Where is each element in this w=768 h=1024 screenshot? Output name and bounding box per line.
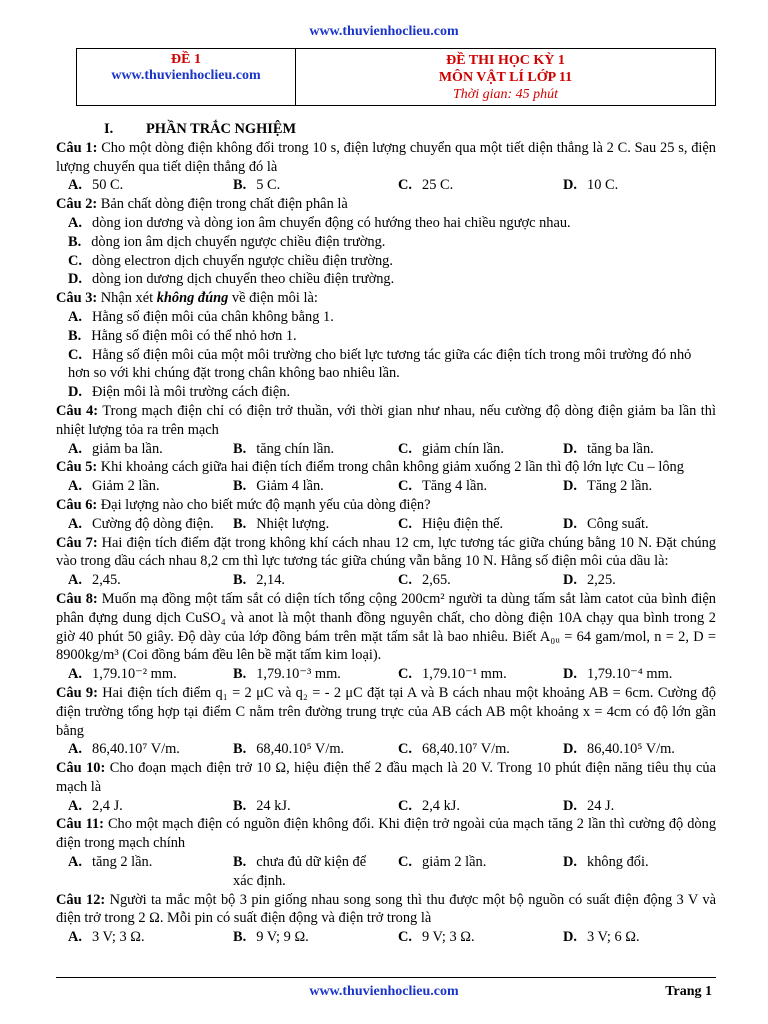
answer-option[interactable]: D. Tăng 2 lần. [563, 478, 653, 495]
option-letter: A. [68, 741, 82, 758]
answer-options [56, 176, 716, 195]
answer-option[interactable]: C. Hiệu điện thế. [398, 515, 504, 532]
question-stem: Câu 4: Trong mạch điện chỉ có điện trở thuần, với thời gian như nhau, nếu cường độ dòng điện giảm ba lần thì nhiệt lượng tỏa ra trên mạch [56, 402, 716, 438]
question-label: Câu 2: [56, 196, 98, 213]
option-letter: C. [398, 797, 412, 814]
answer-option[interactable]: C. 2,4 kJ. [398, 797, 460, 814]
question-label: Câu 8: [56, 590, 98, 607]
option-letter: D. [68, 384, 82, 401]
option-letter: B. [233, 515, 247, 532]
option-letter: D. [68, 271, 82, 288]
answer-option[interactable]: D. 24 J. [563, 797, 615, 814]
top-site-link[interactable]: www.thuvienhoclieu.com [309, 24, 459, 39]
option-letter: A. [68, 515, 82, 532]
answer-option[interactable]: A. Cường độ dòng điện. [68, 515, 214, 532]
option-letter: B. [233, 177, 247, 194]
option-letter: B. [233, 572, 247, 589]
answer-options [56, 740, 716, 759]
answer-options [56, 440, 716, 459]
question-stem: Câu 1: Cho một dòng điện không đổi trong 10 s, điện lượng chuyển qua một tiết diện thẳng là 2 C. Sau 25 s, điện lượng chuyển qua tiết diện thẳng đó là [56, 139, 716, 175]
answer-option[interactable]: C. 68,40.10⁷ V/m. [398, 741, 510, 758]
answer-option[interactable]: D. 1,79.10⁻⁴ mm. [563, 666, 673, 683]
answer-option[interactable]: C. Tăng 4 lần. [398, 478, 488, 495]
answer-option[interactable]: C. 9 V; 3 Ω. [398, 929, 475, 946]
footer-divider [56, 977, 716, 978]
answer-option[interactable]: C. 1,79.10⁻¹ mm. [398, 666, 507, 683]
footer-site-link[interactable]: www.thuvienhoclieu.com [309, 984, 459, 999]
question-12 [56, 891, 716, 947]
answer-option[interactable]: B. tăng chín lần. [233, 440, 335, 457]
answer-option[interactable]: D. Điện môi là môi trường cách điện. [68, 384, 291, 401]
option-letter: B. [233, 854, 247, 871]
question-stem: Câu 8: Muốn mạ đồng một tấm sắt có diện tích tổng cộng 200cm² người ta dùng tấm sắt làm catot của bình điện phân đựng dung dịch CuSO₄ và anot là một thanh đồng nguyên chất, cho dòng điện 10A chạy qua bình trong 2 giờ 40 phút 50 giây. Độ dày của lớp đồng bám trên mặt tấm sắt là bao nhiêu. Biết A₀ᵤ = 64 gam/mol, n = 2, D = 8900kg/m³ (Coi đồng bám đều lên bề mặt tấm kim loại). [56, 590, 716, 664]
option-letter: C. [398, 440, 412, 457]
question-4 [56, 402, 716, 458]
option-letter: D. [563, 572, 577, 589]
answer-option[interactable]: B. 9 V; 9 Ω. [233, 929, 309, 946]
question-label: Câu 11: [56, 816, 104, 833]
question-label: Câu 12: [56, 891, 106, 908]
option-letter: C. [398, 854, 412, 871]
option-letter: A. [68, 572, 82, 589]
question-1 [56, 139, 716, 195]
header-left [77, 49, 296, 105]
option-letter: D. [563, 929, 577, 946]
question-label: Câu 1: [56, 139, 98, 156]
option-letter: B. [233, 478, 247, 495]
option-letter: A. [68, 308, 82, 325]
exam-header [76, 48, 716, 106]
option-letter: C. [398, 929, 412, 946]
header-site-link[interactable]: www.thuvienhoclieu.com [111, 68, 261, 83]
answer-option[interactable]: C. 2,65. [398, 572, 451, 589]
answer-options [56, 853, 716, 891]
question-stem: Câu 5: Khi khoảng cách giữa hai điện tích điểm trong chân không giảm xuống 2 lần thì độ lớn lực Cu – lông [56, 459, 684, 476]
header-right [296, 49, 715, 105]
answer-option[interactable]: B. 2,14. [233, 572, 285, 589]
option-letter: C. [398, 515, 412, 532]
answer-option[interactable]: C. 25 C. [398, 177, 454, 194]
exam-duration: Thời gian: 45 phút [452, 87, 559, 102]
section-number: I. [104, 121, 114, 137]
option-letter: D. [563, 440, 577, 457]
option-letter: D. [563, 797, 577, 814]
option-letter: A. [68, 177, 82, 194]
option-letter: A. [68, 797, 82, 814]
option-letter: B. [68, 233, 82, 250]
option-letter: D. [563, 741, 577, 758]
answer-option[interactable]: B. 68,40.10⁵ V/m. [233, 741, 345, 758]
answer-option[interactable]: B. 24 kJ. [233, 797, 291, 814]
answer-options [56, 214, 716, 289]
answer-option[interactable]: A. 1,79.10⁻² mm. [68, 666, 177, 683]
option-letter: A. [68, 666, 82, 683]
answer-option[interactable]: A. 3 V; 3 Ω. [68, 929, 145, 946]
answer-option[interactable]: A. tăng 2 lần. [68, 854, 153, 871]
option-letter: D. [563, 666, 577, 683]
answer-option[interactable]: C. giảm 2 lần. [398, 854, 487, 871]
option-letter: C. [68, 346, 82, 363]
answer-option[interactable]: A. 50 C. [68, 177, 124, 194]
option-letter: A. [68, 214, 82, 231]
option-letter: A. [68, 478, 82, 495]
answer-option[interactable]: A. 2,45. [68, 572, 121, 589]
answer-option[interactable]: B. dòng ion âm dịch chuyển ngược chiều điện trường. [68, 233, 386, 250]
answer-option[interactable]: D. 3 V; 6 Ω. [563, 929, 640, 946]
option-letter: C. [398, 572, 412, 589]
question-3 [56, 289, 716, 402]
question-stem: Câu 11: Cho một mạch điện có nguồn điện không đổi. Khi điện trở ngoài của mạch tăng 2 lần thì cường độ dòng điện trong mạch chính [56, 816, 717, 852]
option-letter: B. [233, 666, 247, 683]
question-stem: Câu 10: Cho đoạn mạch điện trở 10 Ω, hiệu điện thế 2 đầu mạch là 20 V. Trong 10 phút điện năng tiêu thụ của mạch là [56, 760, 716, 795]
page-number: Trang 1 [665, 984, 712, 999]
option-letter: D. [563, 515, 577, 532]
question-label: Câu 3: [56, 290, 98, 307]
question-stem: Câu 7: Hai điện tích điểm đặt trong không khí cách nhau 12 cm, lực tương tác giữa chúng bằng 10 N. Đặt chúng vào trong dầu cách nhau 8,2 cm thì lực tương tác giữa chúng vẫn bằng 10 N. Hằng số điện môi của dầu là: [56, 534, 716, 570]
answer-option[interactable]: A. dòng ion dương và dòng ion âm chuyển động có hướng theo hai chiều ngược nhau. [68, 214, 571, 231]
answer-option[interactable]: D. dòng ion dương dịch chuyển theo chiều điện trường. [68, 271, 395, 288]
exam-code: ĐỀ 1 [171, 52, 201, 67]
question-stem: Câu 12: Người ta mắc một bộ 3 pin giống nhau song song thì thu được một bộ nguồn có suất điện động 3 V và điện trở trong 2 Ω. Mỗi pin có suất điện động và điện trở trong là [56, 891, 716, 927]
question-10 [56, 759, 716, 815]
option-letter: B. [233, 929, 247, 946]
answer-option[interactable]: B. Giảm 4 lần. [233, 478, 324, 495]
question-stem: Câu 3: Nhận xét không đúng về điện môi là: [56, 290, 318, 307]
answer-option[interactable]: C. dòng electron dịch chuyển ngược chiều điện trường. [68, 252, 393, 269]
option-letter: B. [233, 741, 247, 758]
answer-options [56, 665, 716, 684]
exam-title: ĐỀ THI HỌC KỲ 1 [446, 53, 565, 68]
option-letter: C. [398, 666, 412, 683]
question-stem: Câu 2: Bản chất dòng điện trong chất điện phân là [56, 196, 348, 213]
section-heading [104, 120, 716, 139]
exam-subject: MÔN VẬT LÍ LỚP 11 [438, 70, 573, 85]
answer-option[interactable]: D. Công suất. [563, 515, 649, 532]
answer-option[interactable]: A. giảm ba lần. [68, 440, 163, 457]
answer-option[interactable]: A. Giảm 2 lần. [68, 478, 160, 495]
answer-options [56, 515, 716, 534]
answer-option[interactable]: A. Hằng số điện môi của chân không bằng 1. [68, 308, 334, 325]
question-label: Câu 5: [56, 459, 98, 476]
question-stem: Câu 6: Đại lượng nào cho biết mức độ mạnh yếu của dòng điện? [56, 496, 431, 513]
option-letter: B. [233, 797, 247, 814]
answer-option[interactable]: D. 2,25. [563, 572, 616, 589]
answer-option[interactable]: D. 10 C. [563, 177, 619, 194]
answer-option[interactable]: B. 5 C. [233, 177, 281, 194]
emphasis-text: không đúng [156, 290, 229, 307]
question-5 [56, 458, 716, 496]
answer-option[interactable]: C. giảm chín lần. [398, 440, 504, 457]
option-letter: B. [68, 327, 82, 344]
answer-option[interactable]: D. 86,40.10⁵ V/m. [563, 741, 675, 758]
question-label: Câu 6: [56, 496, 98, 513]
option-letter: C. [398, 741, 412, 758]
option-letter: B. [233, 440, 247, 457]
answer-option[interactable]: B. Hằng số điện môi có thể nhỏ hơn 1. [68, 327, 297, 344]
question-9 [56, 684, 716, 759]
option-letter: C. [398, 478, 412, 495]
option-letter: D. [563, 177, 577, 194]
answer-option[interactable]: A. 86,40.10⁷ V/m. [68, 741, 180, 758]
option-letter: D. [563, 478, 577, 495]
section-title: PHẦN TRẮC NGHIỆM [146, 121, 297, 137]
option-letter: A. [68, 854, 82, 871]
answer-options [56, 797, 716, 816]
question-label: Câu 4: [56, 402, 99, 419]
option-letter: D. [563, 854, 577, 871]
answer-options [56, 928, 716, 947]
question-11 [56, 815, 716, 890]
answer-option[interactable]: D. không đổi. [563, 854, 649, 871]
exam-content [56, 120, 716, 947]
question-2 [56, 195, 716, 289]
question-label: Câu 9: [56, 684, 98, 701]
question-list [56, 139, 716, 947]
question-6 [56, 496, 716, 534]
option-letter: A. [68, 929, 82, 946]
question-label: Câu 10: [56, 760, 106, 777]
answer-option[interactable]: C. Hằng số điện môi của một môi trường cho biết lực tương tác giữa các điện tích trong môi trường đó nhỏ hơn so với khi chúng đặt trong chân không bao nhiêu lần. [68, 346, 692, 382]
option-letter: C. [68, 252, 82, 269]
option-letter: C. [398, 177, 412, 194]
answer-option[interactable]: A. 2,4 J. [68, 797, 123, 814]
answer-option[interactable]: B. chưa đủ dữ kiện để xác định. [233, 854, 367, 889]
answer-options [56, 308, 716, 402]
question-7 [56, 534, 716, 590]
question-stem: Câu 9: Hai điện tích điểm q₁ = 2 μC và q₂ = - 2 μC đặt tại A và B cách nhau một khoảng AB = 6cm. Cường độ điện trường tổng hợp tại điểm C nằm trên đường trung trực của AB cách AB một khoảng x = 4cm có độ lớn gần bằng [56, 684, 716, 739]
answer-option[interactable]: D. tăng ba lần. [563, 440, 654, 457]
question-label: Câu 7: [56, 534, 98, 551]
option-letter: A. [68, 440, 82, 457]
question-8 [56, 590, 716, 684]
answer-options [56, 571, 716, 590]
answer-option[interactable]: B. 1,79.10⁻³ mm. [233, 666, 341, 683]
answer-option[interactable]: B. Nhiệt lượng. [233, 515, 330, 532]
answer-options [56, 477, 716, 496]
